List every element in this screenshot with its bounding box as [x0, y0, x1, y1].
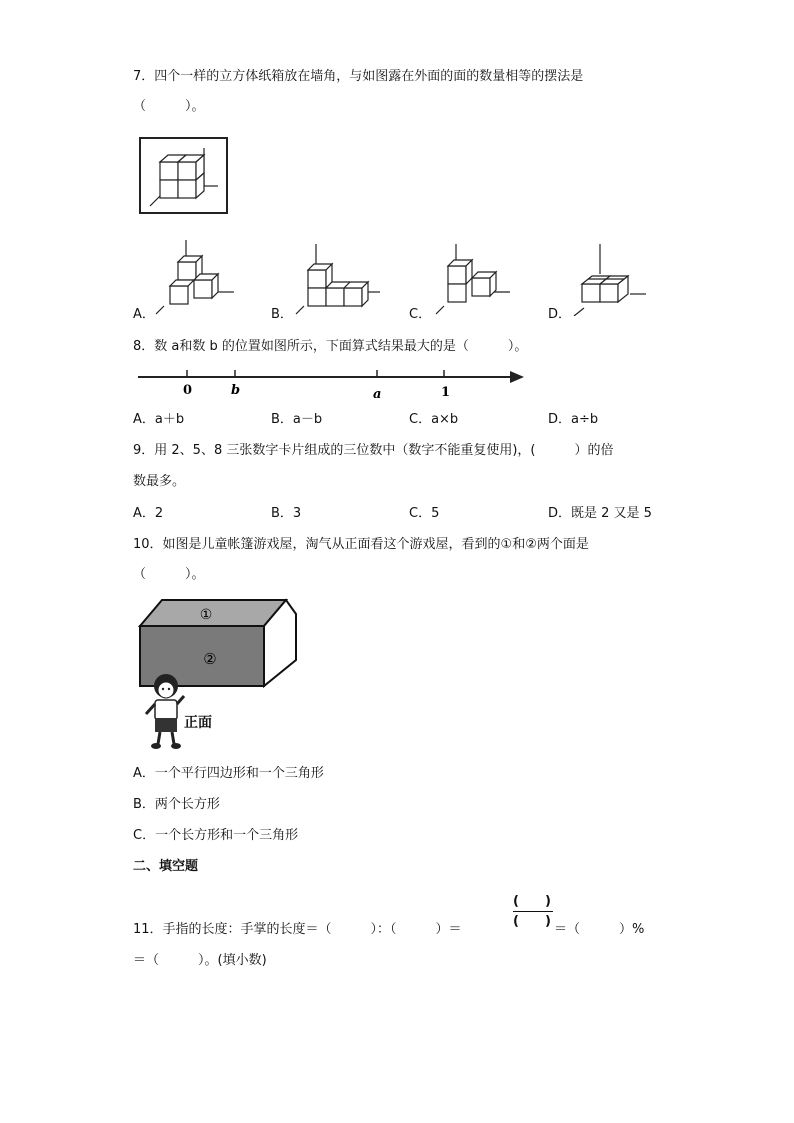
q7-stem-line1: 7．四个一样的立方体纸箱放在墙角，与如图露在外面的面的数量相等的摆法是 — [133, 69, 584, 84]
q10-face-1 — [140, 600, 286, 626]
q9-option-d[interactable]: D．既是 2 又是 5 — [548, 506, 652, 521]
q10-face-1-label: ① — [199, 607, 213, 623]
q7-option-d[interactable]: D． — [548, 307, 572, 322]
section-2-title: 二、填空题 — [133, 859, 199, 874]
q9-option-b[interactable]: B．3 — [271, 506, 302, 521]
q7-option-a[interactable]: A． — [133, 307, 155, 322]
q10-stem-line2: （ ）。 — [133, 567, 205, 582]
q11-fraction-bar — [513, 911, 553, 912]
q8-label-zero: 0 — [183, 383, 193, 398]
q10-stem-line1: 10．如图是儿童帐篷游戏屋，淘气从正面看这个游戏屋，看到的①和②两个面是 — [133, 537, 589, 552]
arrow-icon — [510, 371, 524, 383]
q9-option-c[interactable]: C．5 — [409, 506, 440, 521]
q10-face-2-label: ② — [203, 650, 217, 668]
q8-number-line — [136, 366, 528, 402]
q10-front-label: 正面 — [184, 715, 212, 731]
q8-option-a[interactable]: A．a＋b — [133, 412, 185, 427]
q10-option-b[interactable]: B．两个长方形 — [133, 797, 220, 812]
q8-label-a: a — [373, 387, 382, 402]
q8-label-one: 1 — [441, 385, 451, 400]
q8-stem: 8．数 a和数 b 的位置如图所示，下面算式结果最大的是（ ）。 — [133, 339, 528, 354]
q9-stem-line2: 数最多。 — [133, 474, 186, 489]
q11-fraction-numerator[interactable]: ( ) — [513, 894, 551, 909]
q8-label-b: b — [231, 383, 241, 398]
q8-option-d[interactable]: D．a÷b — [548, 412, 599, 427]
q7-option-c-figure — [430, 236, 516, 316]
q11-line1-part2: ＝（ ）% — [554, 922, 645, 937]
q7-option-c[interactable]: C． — [409, 307, 432, 322]
q7-main-figure — [138, 136, 230, 216]
q7-option-a-figure — [152, 236, 238, 316]
q11-line2: ＝（ ）。(填小数) — [133, 953, 267, 968]
q7-stem-line2: （ ）。 — [133, 99, 205, 114]
q10-option-a[interactable]: A．一个平行四边形和一个三角形 — [133, 766, 324, 781]
q9-stem-line1: 9．用 2、5、8 三张数字卡片组成的三位数中（数字不能重复使用)，( ）的倍 — [133, 443, 614, 458]
q7-option-d-figure — [566, 236, 652, 316]
q7-option-b[interactable]: B． — [271, 307, 293, 322]
q11-fraction-denominator[interactable]: ( ) — [513, 914, 551, 929]
q10-option-c[interactable]: C．一个长方形和一个三角形 — [133, 828, 299, 843]
q9-option-a[interactable]: A．2 — [133, 506, 164, 521]
q7-option-b-figure — [290, 236, 382, 316]
child-figure-icon — [142, 672, 192, 752]
q11-line1-part1: 11．手指的长度：手掌的长度＝（ ）：（ ）＝ — [133, 922, 462, 937]
q8-option-c[interactable]: C．a×b — [409, 412, 459, 427]
q8-option-b[interactable]: B．a－b — [271, 412, 323, 427]
